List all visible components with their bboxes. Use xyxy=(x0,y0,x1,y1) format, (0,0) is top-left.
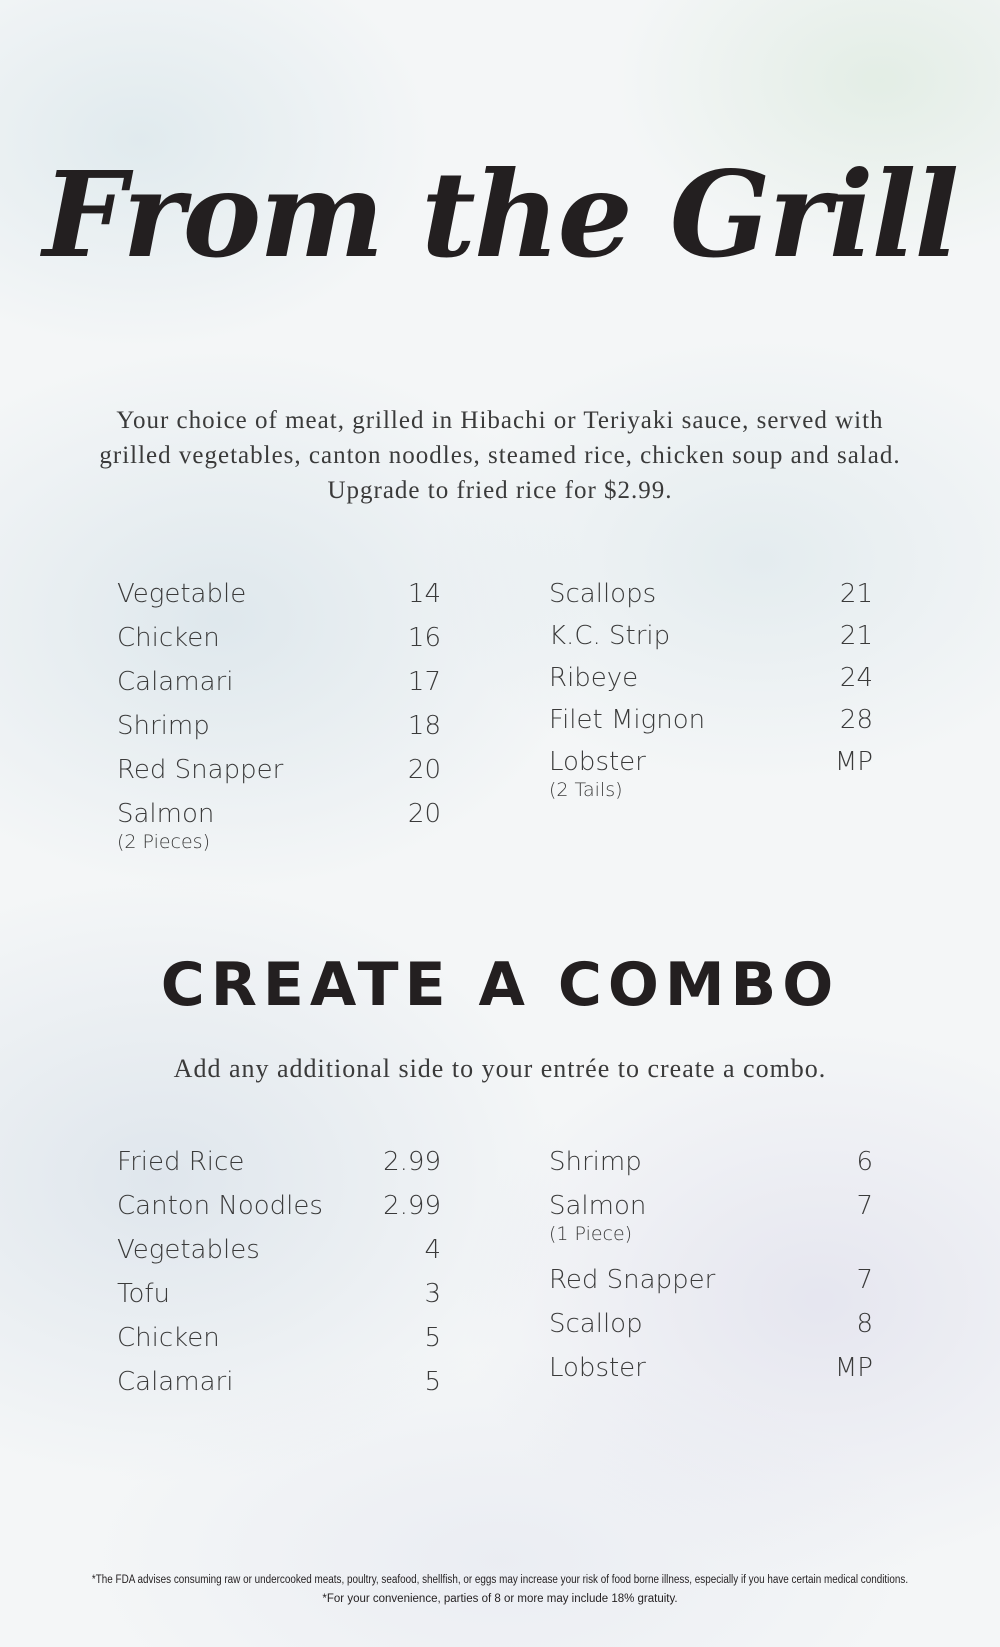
menu-item-name: Chicken xyxy=(117,1323,220,1353)
combo-menu-left-column xyxy=(117,1147,441,1411)
menu-item xyxy=(117,755,441,799)
menu-item xyxy=(549,1353,873,1397)
menu-item-price: MP xyxy=(834,747,873,777)
menu-item-name: Filet Mignon xyxy=(549,705,706,735)
menu-item-name: Fried Rice xyxy=(117,1147,245,1177)
menu-item-price: 21 xyxy=(839,579,873,609)
menu-item-price: 21 xyxy=(839,621,873,651)
menu-item-name: Calamari xyxy=(117,667,234,697)
menu-item-price: 2.99 xyxy=(383,1147,441,1177)
menu-item-price: 3 xyxy=(424,1279,441,1309)
combo-description: Add any additional side to your entrée to create a combo. xyxy=(173,1054,827,1083)
menu-item-price: 7 xyxy=(856,1265,873,1295)
grill-description xyxy=(40,403,960,508)
menu-item-price: 2.99 xyxy=(383,1191,441,1221)
menu-item-price: 20 xyxy=(407,755,441,785)
menu-item-price: 18 xyxy=(407,711,441,741)
grill-description-line: Upgrade to fried rice for $2.99. xyxy=(327,477,673,504)
menu-item-name: K.C. Strip xyxy=(549,621,671,651)
footnotes xyxy=(20,1571,980,1609)
menu-item xyxy=(117,579,441,623)
menu-item xyxy=(549,663,873,705)
menu-item-note: (1 Piece) xyxy=(549,1223,633,1245)
menu-item-price: 17 xyxy=(407,667,441,697)
menu-item xyxy=(117,799,441,853)
menu-item-name: Salmon xyxy=(549,1191,647,1221)
menu-item-name: Lobster xyxy=(549,747,646,777)
grill-description-line: Your choice of meat, grilled in Hibachi or Teriyaki sauce, served with xyxy=(116,407,884,434)
menu-item xyxy=(549,747,873,801)
menu-item-note: (2 Pieces) xyxy=(117,831,210,853)
menu-item xyxy=(549,705,873,747)
menu-item-name: Scallops xyxy=(549,579,657,609)
menu-item-price: 20 xyxy=(407,799,441,829)
menu-item-price: MP xyxy=(834,1353,873,1383)
grill-menu-left-column xyxy=(117,579,441,853)
menu-item-name: Ribeye xyxy=(549,663,639,693)
menu-item xyxy=(549,579,873,621)
combo-menu-right-column xyxy=(549,1147,873,1397)
menu-item-name: Shrimp xyxy=(549,1147,642,1177)
gratuity-note: *For your convenience, parties of 8 or more may include 18% gratuity. xyxy=(322,1593,678,1605)
menu-item-name: Vegetables xyxy=(117,1235,260,1265)
menu-item-price: 24 xyxy=(839,663,873,693)
menu-item-price: 14 xyxy=(407,579,441,609)
menu-item-price: 6 xyxy=(856,1147,873,1177)
menu-item-name: Shrimp xyxy=(117,711,210,741)
menu-item-price: 7 xyxy=(856,1191,873,1221)
menu-item xyxy=(549,1191,873,1265)
menu-item xyxy=(117,1191,441,1235)
fda-advisory-note: *The FDA advises consuming raw or undercooked meats, poultry, seafood, shellfish, or eggs may increase your risk of food borne illness, especially if you have certain medical conditions. xyxy=(91,1574,909,1586)
page-title: From the Grill xyxy=(42,145,958,284)
grill-description-line: grilled vegetables, canton noodles, steamed rice, chicken soup and salad. xyxy=(99,442,901,469)
menu-item-price: 5 xyxy=(424,1323,441,1353)
menu-item-price: 4 xyxy=(424,1235,441,1265)
menu-item-name: Red Snapper xyxy=(549,1265,716,1295)
menu-item xyxy=(117,1147,441,1191)
menu-item-name: Tofu xyxy=(117,1279,171,1309)
menu-item xyxy=(549,1309,873,1353)
grill-menu-right-column xyxy=(549,579,873,801)
combo-section-title: CREATE A COMBO xyxy=(160,950,840,1020)
menu-item-name: Scallop xyxy=(549,1309,643,1339)
menu-item-price: 5 xyxy=(424,1367,441,1397)
menu-item-name: Chicken xyxy=(117,623,220,653)
menu-item xyxy=(117,623,441,667)
menu-item xyxy=(117,711,441,755)
menu-item xyxy=(549,1265,873,1309)
menu-item-name: Salmon xyxy=(117,799,215,829)
menu-item xyxy=(117,1323,441,1367)
menu-item-name: Canton Noodles xyxy=(117,1191,323,1221)
menu-item-price: 28 xyxy=(839,705,873,735)
menu-item-name: Vegetable xyxy=(117,579,247,609)
menu-item xyxy=(117,667,441,711)
menu-item xyxy=(117,1235,441,1279)
menu-item xyxy=(117,1279,441,1323)
menu-item xyxy=(549,1147,873,1191)
menu-item xyxy=(117,1367,441,1411)
menu-item-price: 8 xyxy=(856,1309,873,1339)
menu-item-name: Lobster xyxy=(549,1353,646,1383)
menu-item-name: Red Snapper xyxy=(117,755,284,785)
menu-item xyxy=(549,621,873,663)
menu-item-note: (2 Tails) xyxy=(549,779,623,801)
menu-item-price: 16 xyxy=(407,623,441,653)
menu-item-name: Calamari xyxy=(117,1367,234,1397)
